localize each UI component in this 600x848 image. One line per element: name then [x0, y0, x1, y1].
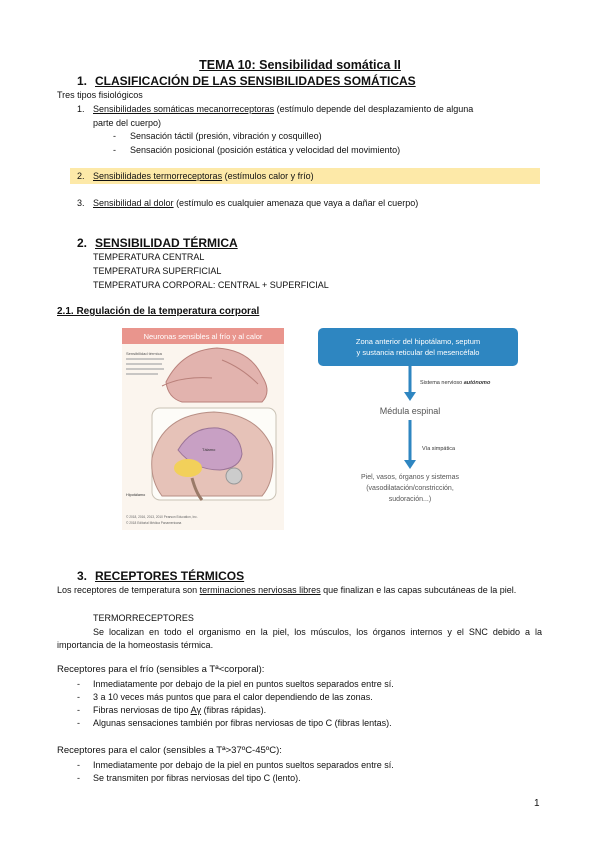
para-link: terminaciones nerviosas libres: [199, 585, 321, 595]
page-number: 1: [534, 798, 540, 809]
flow-label-1: [420, 380, 491, 386]
brain-banner-text: Neuronas sensibles al frío y al calor: [143, 332, 263, 341]
flow-arrowhead-1: [404, 392, 416, 401]
item1-sub1: Sensación táctil (presión, vibración y cosquilleo): [130, 131, 322, 141]
flow-box-text-line2: y sustancia reticular del mesencéfalo: [356, 348, 480, 357]
document-title: TEMA 10: Sensibilidad somática II: [199, 58, 401, 72]
flow-label-2: Vía simpática: [422, 446, 456, 452]
termo-text: Se localizan en todo el organismo en la piel, los músculos, los órganos internos y el SNC debido a la importancia de la homeostasis térmica.: [57, 627, 542, 650]
section3-title: RECEPTORES TÉRMICOS: [95, 569, 245, 583]
section3-paragraph: [57, 584, 542, 597]
section3-number: 3.: [77, 569, 88, 583]
item2-text: (estímulos calor y frío): [222, 171, 314, 181]
flow-node-spinal: Médula espinal: [379, 406, 441, 416]
item3-text: (estímulo es cualquier amenaza que vaya a dañar el cuerpo): [173, 198, 419, 208]
bullet: -: [77, 679, 80, 689]
flow-bottom-line2: (vasodilatación/constricción,: [366, 485, 454, 492]
section1-title: CLASIFICACIÓN DE LAS SENSIBILIDADES SOMÁTICAS: [95, 74, 416, 88]
hypothalamus-shape: [174, 459, 202, 477]
section2-line2: TEMPERATURA SUPERFICIAL: [93, 266, 222, 276]
section1-number: 1.: [77, 74, 88, 88]
bullet: -: [77, 773, 80, 783]
item1-text: (estímulo depende del desplazamiento de alguna: [274, 104, 474, 114]
heat-heading: Receptores para el calor (sensibles a Tª>37ºC-45ºC):: [57, 745, 282, 756]
section2-title: SENSIBILIDAD TÉRMICA: [95, 236, 238, 250]
item3-line: [93, 198, 418, 209]
cold-fibres-prefix: Fibras nerviosas de tipo: [93, 705, 191, 715]
flow-label-1-prefix: Sistema nervioso: [420, 380, 464, 386]
label-thalamus: Tálamo: [202, 447, 216, 452]
bullet: -: [77, 692, 80, 702]
cold-item1: Inmediatamente por debajo de la piel en puntos sueltos separados entre sí.: [93, 679, 394, 689]
copyright-line1: © 2018, 2016, 2013, 2010 Pearson Education, Inc.: [126, 515, 198, 519]
item3-number: 3.: [77, 198, 85, 208]
section1-intro: Tres tipos fisiológicos: [57, 90, 143, 100]
bullet: -: [113, 131, 116, 141]
cold-item4: Algunas sensaciones también por fibras nerviosas de tipo C (fibras lentas).: [93, 718, 392, 728]
item2-line: [93, 171, 314, 182]
flow-bottom-line1: Piel, vasos, órganos y sistemas: [360, 474, 460, 481]
label-hypothalamus: Hipotálamo: [126, 493, 146, 497]
cold-fibres-link: Aγ: [190, 705, 202, 715]
flow-bottom-line3: sudoración...): [388, 496, 432, 503]
termo-label: TERMORRECEPTORES: [93, 613, 194, 623]
cold-fibres-suffix: (fibras rápidas).: [201, 705, 267, 715]
heat-item2: Se transmiten por fibras nerviosas del tipo C (lento).: [93, 773, 301, 783]
item2-link: Sensibilidades termorreceptoras: [93, 171, 223, 181]
subsection-heading: 2.1. Regulación de la temperatura corporal: [57, 306, 260, 317]
item2-number: 2.: [77, 171, 85, 181]
section2-heading: [77, 236, 238, 250]
item1-number: 1.: [77, 104, 85, 114]
pons-shape: [226, 468, 242, 484]
flow-label-1-em: autónomo: [463, 380, 491, 386]
section2-number: 2.: [77, 236, 88, 250]
section2-line3: TEMPERATURA CORPORAL: CENTRAL + SUPERFICIAL: [93, 280, 329, 290]
bullet: -: [77, 718, 80, 728]
bullet: -: [77, 705, 80, 715]
cold-item2: 3 a 10 veces más puntos que para el calor dependiendo de las zonas.: [93, 692, 373, 702]
bullet: -: [113, 145, 116, 155]
flow-diagram: [318, 328, 518, 520]
section3-heading: [77, 569, 244, 583]
section1-heading: [77, 74, 416, 88]
heat-item1: Inmediatamente por debajo de la piel en puntos sueltos separados entre sí.: [93, 760, 394, 770]
bullet: -: [77, 760, 80, 770]
item1-line2: parte del cuerpo): [93, 118, 162, 128]
para-prefix: Los receptores de temperatura son: [57, 585, 200, 595]
flow-box: [318, 328, 518, 366]
item1-sub2: Sensación posicional (posición estática y velocidad del movimiento): [130, 145, 401, 155]
flow-box-text: Zona anterior del hipotálamo, septum: [355, 337, 481, 346]
cold-item3: [93, 705, 266, 716]
para-suffix: que finalizan e las capas subcutáneas de la piel.: [320, 585, 517, 595]
section2-line1: TEMPERATURA CENTRAL: [93, 252, 205, 262]
brain-caption: Sensibilidad térmica: [126, 351, 162, 356]
item3-link: Sensibilidad al dolor: [93, 198, 174, 208]
brain-figure: [122, 328, 284, 530]
item1-link: Sensibilidades somáticas mecanorreceptoras: [93, 104, 275, 114]
item1-line1: [93, 104, 543, 115]
cold-heading: Receptores para el frío (sensibles a Tª<corporal):: [57, 664, 265, 675]
copyright-line2: © 2018 Editorial Médica Panamericana: [126, 521, 182, 525]
flow-arrowhead-2: [404, 460, 416, 469]
